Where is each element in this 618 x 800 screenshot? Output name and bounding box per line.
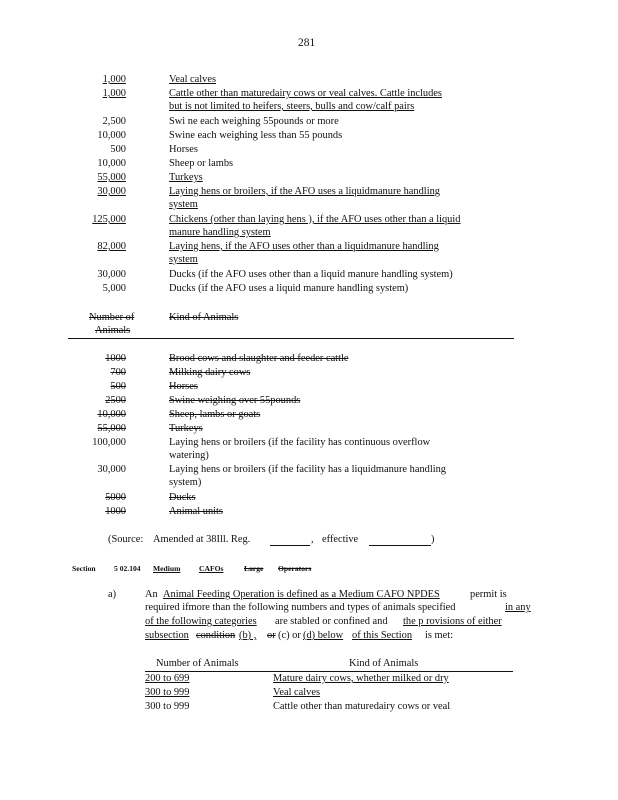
table-row-kind: Milking dairy cows: [169, 367, 251, 378]
table-row-number: 82,000: [97, 241, 126, 252]
table-row-kind: system: [169, 254, 198, 265]
table-row-range: 200 to 699: [145, 673, 190, 684]
section-word-cafos: CAFOs: [199, 564, 224, 573]
table-row-kind: Laying hens or broilers (if the facility has continuous overflow: [169, 437, 431, 448]
section-struck-operators: Operators: [278, 564, 312, 573]
table-row-kind: Sheep, lambs or goats: [169, 409, 261, 420]
table-row-number: 30,000: [97, 464, 126, 475]
paragraph-text: are stabled or confined and: [275, 616, 388, 627]
table-row-kind: Horses: [169, 381, 198, 392]
table-divider: [68, 338, 514, 339]
table-header-kind: Kind of Animals: [349, 658, 419, 669]
old-header-number: Animals: [95, 325, 131, 336]
table-row-kind: watering): [169, 450, 209, 461]
table-row-kind: Chickens (other than laying hens ), if the AFO uses other than a liquid: [169, 214, 461, 225]
table-row-number: 2500: [105, 395, 126, 406]
table-row-number: 5000: [105, 492, 126, 503]
paragraph-text: in any: [505, 602, 531, 613]
table-row-number: 10,000: [97, 158, 126, 169]
page-number: 281: [298, 37, 316, 49]
table-row-number: 500: [110, 381, 126, 392]
table-row-number: 125,000: [92, 214, 126, 225]
paragraph-text: (d) below: [303, 630, 344, 641]
table-row-kind: Animal units: [169, 506, 223, 517]
paragraph-text: is met:: [425, 630, 453, 641]
source-close: ): [431, 534, 435, 545]
table-row-kind: Veal calves: [169, 74, 217, 85]
paragraph-text: required ifmore than the following numbers and types of animals specified: [145, 602, 456, 613]
table-row-number: 30,000: [97, 269, 126, 280]
table-row-number: 100,000: [92, 437, 126, 448]
paragraph-text-struck: condition: [196, 630, 236, 641]
table-row-number: 10,000: [97, 409, 126, 420]
section-word-medium: Medium: [153, 564, 181, 573]
table-row-kind: Cattle other than maturedairy cows or veal calves. Cattle includes: [169, 88, 442, 99]
table-row-number: 10,000: [97, 130, 126, 141]
table-row-kind: system): [169, 477, 202, 488]
paragraph-text: subsection: [145, 630, 189, 641]
table-header-number: Number of Animals: [156, 658, 239, 669]
paragraph-text-struck: or: [267, 630, 276, 641]
table-row-number: 55,000: [97, 172, 126, 183]
source-effective: effective: [322, 534, 359, 545]
paragraph-text: (b) ,: [239, 630, 257, 641]
table-row-kind: Cattle other than maturedairy cows or veal: [273, 701, 451, 712]
source-sep: ,: [311, 534, 314, 545]
blank-line: [270, 545, 310, 546]
table-row-kind: Laying hens, if the AFO uses other than a liquidmanure handling: [169, 241, 439, 252]
source-open: (Source:: [108, 534, 144, 545]
paragraph-letter: a): [108, 589, 117, 600]
table-row-kind: Laying hens or broilers, if the AFO uses a liquidmanure handling: [169, 186, 440, 197]
old-header-kind: Kind of Animals: [169, 312, 239, 323]
table-row-number: 1,000: [102, 88, 126, 99]
table-row-number: 1000: [105, 506, 126, 517]
table-row-kind: Brood cows and slaughter and feeder cattle: [169, 353, 349, 364]
paragraph-text: of the following categories: [145, 616, 257, 627]
table-row-kind: Ducks: [169, 492, 196, 503]
table-row-kind: manure handling system: [169, 227, 271, 238]
table-row-number: 2,500: [102, 116, 126, 127]
paragraph-text: the p rovisions of either: [403, 616, 502, 627]
table-row-number: 30,000: [97, 186, 126, 197]
blank-line: [369, 545, 431, 546]
table-row-number: 55,000: [97, 423, 126, 434]
table-row-kind: Ducks (if the AFO uses other than a liquid manure handling system): [169, 269, 453, 280]
paragraph-text: (c) or: [278, 630, 301, 641]
table-row-range: 300 to 999: [145, 701, 190, 712]
table-row-number: 700: [110, 367, 126, 378]
table-row-kind: Mature dairy cows, whether milked or dry: [273, 673, 449, 684]
table-row-kind: but is not limited to heifers, steers, bulls and cow/calf pairs: [169, 101, 415, 112]
table-row-number: 500: [110, 144, 126, 155]
table-row-kind: Turkeys: [169, 172, 203, 183]
table-row-kind: Horses: [169, 144, 198, 155]
section-struck-large: Large: [244, 564, 264, 573]
paragraph-text: permit is: [470, 589, 507, 600]
table-row-kind: Turkeys: [169, 423, 203, 434]
section-number: 5 02.104: [114, 564, 141, 573]
table-row-number: 5,000: [102, 283, 126, 294]
table-row-number: 1000: [105, 353, 126, 364]
table-row-number: 1,000: [102, 74, 126, 85]
table-row-kind: Swine weighing over 55pounds: [169, 395, 301, 406]
paragraph-text: An: [145, 589, 158, 600]
table-row-range: 300 to 999: [145, 687, 190, 698]
table-row-kind: Laying hens or broilers (if the facility has a liquidmanure handling: [169, 464, 447, 475]
source-amended: Amended at 38Ill. Reg.: [153, 534, 251, 545]
paragraph-text: Animal Feeding Operation is defined as a Medium CAFO NPDES: [163, 589, 440, 600]
table-row-kind: Sheep or lambs: [169, 158, 234, 169]
table-row-kind: Swine each weighing less than 55 pounds: [169, 130, 343, 141]
old-header-number: Number of: [89, 312, 135, 323]
paragraph-text: of this Section: [352, 630, 413, 641]
table-row-kind: Ducks (if the AFO uses a liquid manure handling system): [169, 283, 409, 294]
table-row-kind: Veal calves: [273, 687, 321, 698]
section-label: Section: [72, 564, 96, 573]
table-row-kind: Swi ne each weighing 55pounds or more: [169, 116, 339, 127]
table-row-kind: system: [169, 199, 198, 210]
